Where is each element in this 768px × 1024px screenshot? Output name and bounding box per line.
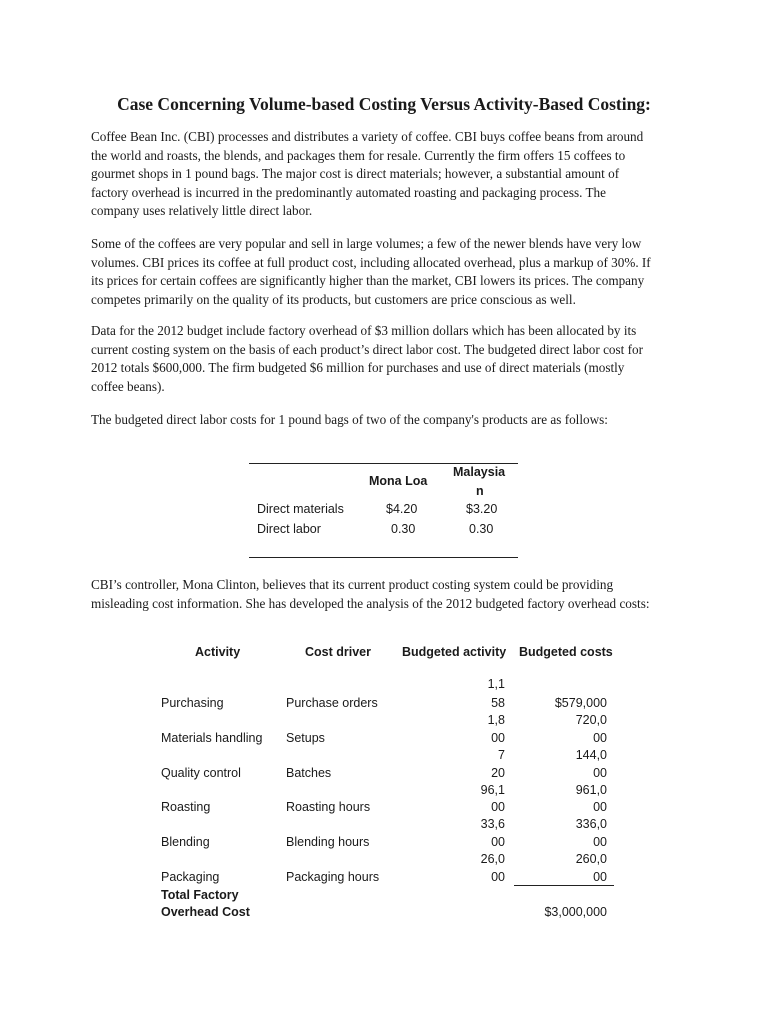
cost-driver: Purchase orders (286, 696, 378, 710)
total-label-line1: Total Factory (161, 888, 239, 902)
cell-malaysian-materials: $3.20 (466, 502, 498, 516)
table-top-rule (249, 463, 518, 464)
row-label-direct-labor: Direct labor (257, 522, 321, 536)
activity-name: Purchasing (161, 696, 224, 710)
activity-name: Blending (161, 835, 210, 849)
budgeted-cost-top: 720,0 (575, 713, 607, 727)
budgeted-cost-top: 260,0 (575, 852, 607, 866)
budgeted-cost: 00 (593, 800, 607, 814)
activity-qty: 20 (491, 766, 505, 780)
budgeted-cost-top: 336,0 (575, 817, 607, 831)
paragraph-intro: Coffee Bean Inc. (CBI) processes and distributes a variety of coffee. CBI buys coffee beans from around the world and roasts, the blends, and packages them for resale. Currently the firm offers 15 coffees to gourmet shops in 1 pound bags. The major cost is direct materials; however, a substantial amount of factory overhead is incurred in the predominantly automated roasting and packaging process. The company uses relatively little direct labor. (91, 129, 644, 219)
budgeted-cost-top: 144,0 (575, 748, 607, 762)
cell-mona-loa-labor: 0.30 (391, 522, 416, 536)
header-malaysian-line2: n (476, 484, 484, 498)
cell-mona-loa-materials: $4.20 (386, 502, 418, 516)
activity-name: Roasting (161, 800, 211, 814)
activity-name: Materials handling (161, 731, 263, 745)
activity-qty: 58 (491, 696, 505, 710)
cell-malaysian-labor: 0.30 (469, 522, 494, 536)
cost-driver: Blending hours (286, 835, 370, 849)
cost-driver: Batches (286, 766, 332, 780)
total-label-line2: Overhead Cost (161, 905, 250, 919)
paragraph-budget: Data for the 2012 budget include factory overhead of $3 million dollars which has been allocated by its current costing system on the basis of each product’s direct labor cost. The budgeted direct labor cost for 2012 totals $600,000. The firm budgeted $6 million for purchases and use of direct materials (mostly coffee beans). (91, 323, 644, 394)
paragraph-controller: CBI’s controller, Mona Clinton, believes that its current product costing system could be providing misleading cost information. She has developed the analysis of the 2012 budgeted factory overhead costs: (91, 577, 650, 611)
activity-qty: 00 (491, 731, 505, 745)
activity-qty-top: 26,0 (480, 852, 505, 866)
activity-qty-top: 1,8 (487, 713, 505, 727)
activity-qty: 00 (491, 800, 505, 814)
cost-driver: Roasting hours (286, 800, 371, 814)
budgeted-cost: 00 (593, 731, 607, 745)
table-bottom-rule (249, 557, 518, 558)
activity-qty: 00 (491, 870, 505, 884)
activity-name: Packaging (161, 870, 220, 884)
paragraph-labor-intro: The budgeted direct labor costs for 1 pound bags of two of the company's products are as follows: (91, 412, 608, 427)
budgeted-cost: $579,000 (554, 696, 607, 710)
paragraph-pricing: Some of the coffees are very popular and sell in large volumes; a few of the newer blends have very low volumes. CBI prices its coffee at full product cost, including allocated overhead, plus a markup of 30%. If its prices for certain coffees are significantly higher than the market, CBI lowers its prices. The company competes primarily on the quality of its products, but customers are price conscious as well. (91, 236, 651, 307)
header-budgeted-costs: Budgeted costs (519, 645, 613, 659)
activity-qty: 00 (491, 835, 505, 849)
budgeted-cost-top: 961,0 (575, 783, 607, 797)
budgeted-cost: 00 (593, 835, 607, 849)
header-malaysian-line1: Malaysia (453, 465, 506, 479)
cost-driver: Packaging hours (286, 870, 380, 884)
total-rule (514, 885, 614, 886)
document-title: Case Concerning Volume-based Costing Versus Activity-Based Costing: (117, 94, 651, 114)
activity-qty-top: 96,1 (480, 783, 505, 797)
total-value: $3,000,000 (544, 905, 607, 919)
activity-qty-top: 1,1 (487, 677, 505, 691)
row-label-direct-materials: Direct materials (257, 502, 344, 516)
header-cost-driver: Cost driver (305, 645, 371, 659)
header-budgeted-activity: Budgeted activity (402, 645, 507, 659)
budgeted-cost: 00 (593, 870, 607, 884)
budgeted-cost: 00 (593, 766, 607, 780)
cost-driver: Setups (286, 731, 325, 745)
header-activity: Activity (195, 645, 241, 659)
activity-qty-top: 33,6 (480, 817, 505, 831)
activity-qty-top: 7 (498, 748, 505, 762)
header-mona-loa: Mona Loa (369, 474, 428, 488)
activity-name: Quality control (161, 766, 241, 780)
